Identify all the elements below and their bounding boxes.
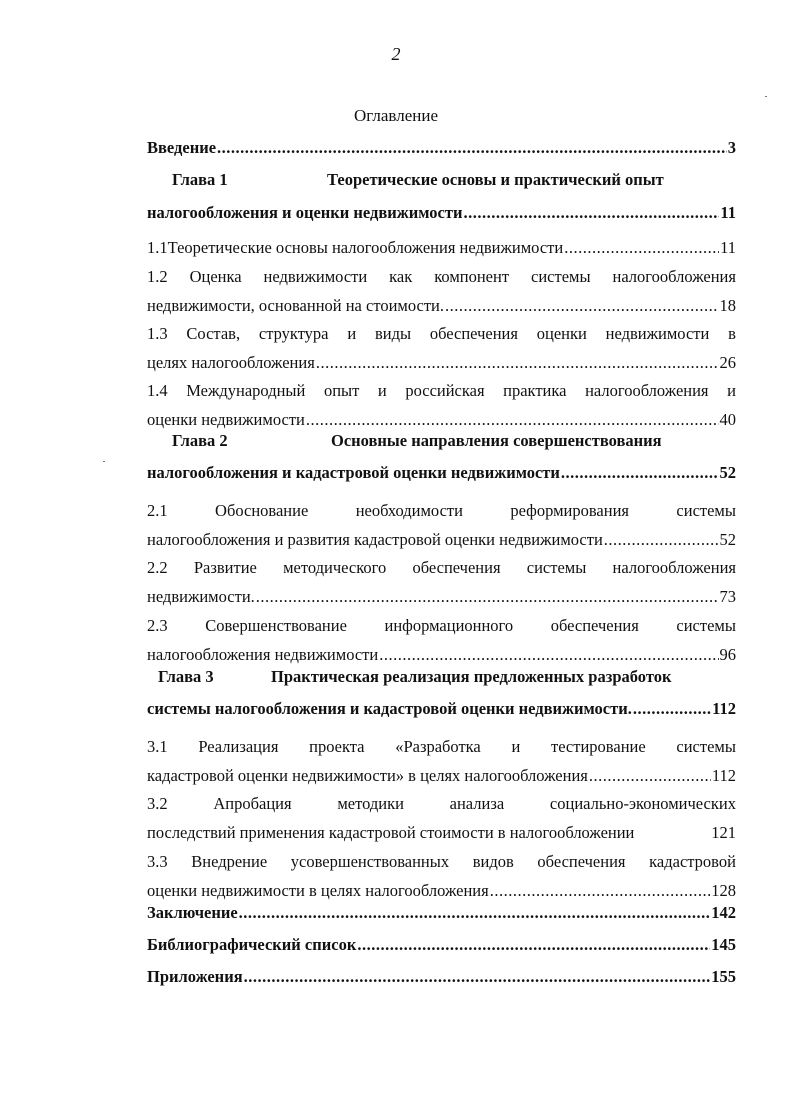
entry-text: кадастровой оценки недвижимости» в целях налогообложения: [147, 766, 588, 785]
word: структура: [258, 324, 329, 343]
entry-page: 18: [719, 296, 736, 315]
scan-speck: [765, 96, 767, 97]
toc-entry-1-3-cont[interactable]: [147, 352, 736, 374]
entry-text: налогообложения недвижимости: [147, 645, 379, 664]
dot-leader: [490, 880, 711, 902]
toc-entry-bibliography[interactable]: [147, 934, 736, 956]
dot-leader: [561, 462, 719, 484]
word: налогообложения: [585, 381, 709, 400]
entry-text: оценки недвижимости в целях налогообложения: [147, 881, 489, 900]
dot-leader: [239, 902, 711, 924]
entry-page: 52: [719, 463, 736, 482]
word: Международный: [186, 381, 306, 400]
entry-text: Теоретические основы налогообложения недвижимости: [167, 238, 564, 257]
word: системы: [676, 737, 736, 756]
word: и: [377, 381, 387, 400]
word: Внедрение: [191, 852, 268, 871]
entry-text: Введение: [147, 138, 217, 157]
word: налогообложения: [612, 558, 736, 577]
section-number: 2.3: [147, 616, 168, 635]
toc-entry-3-2-cont[interactable]: [147, 822, 736, 844]
entry-page: 11: [720, 203, 736, 222]
toc-entry-chapter3[interactable]: [147, 698, 736, 720]
word: реформирования: [510, 501, 630, 520]
toc-entry-3-3[interactable]: [147, 851, 736, 873]
word: опыт: [323, 381, 360, 400]
entry-text: налогообложения и развития кадастровой оценки недвижимости: [147, 530, 603, 549]
word: обеспечения: [550, 616, 639, 635]
word: тестирование: [550, 737, 646, 756]
entry-page: 40: [719, 410, 736, 429]
entry-page: 96: [719, 645, 736, 664]
entry-text: налогообложения и кадастровой оценки недвижимости: [147, 463, 560, 482]
entry-text: недвижимости, основанной на стоимости.: [147, 296, 444, 315]
word: Реализация: [198, 737, 279, 756]
dot-leader: [306, 409, 719, 431]
word: недвижимости: [263, 267, 368, 286]
word: в: [728, 324, 736, 343]
entry-page: 112: [712, 699, 736, 718]
toc-entry-1-4-cont[interactable]: [147, 409, 736, 431]
word: системы: [676, 616, 736, 635]
entry-page: 128: [711, 881, 736, 900]
section-number: 2.2: [147, 558, 168, 577]
toc-entry-1-1[interactable]: [147, 237, 736, 259]
word: Состав,: [186, 324, 241, 343]
page-number: 2: [391, 44, 401, 64]
toc-entry-3-2[interactable]: [147, 793, 736, 815]
word: информационного: [384, 616, 514, 635]
section-number: 1.3: [147, 324, 168, 343]
section-number: 1.2: [147, 267, 168, 286]
word: «Разработка: [395, 737, 481, 756]
toc-entry-3-1[interactable]: [147, 736, 736, 758]
entry-page: 73: [719, 587, 736, 606]
toc-entry-1-2-cont[interactable]: [147, 295, 736, 317]
toc-entry-conclusion[interactable]: [147, 902, 736, 924]
word: анализа: [449, 794, 505, 813]
section-number: 2.1: [147, 501, 168, 520]
word: российская: [405, 381, 485, 400]
word: и: [727, 381, 736, 400]
word: обеспечения: [537, 852, 626, 871]
dot-leader: [256, 586, 719, 608]
word: и: [511, 737, 521, 756]
toc-title: Оглавление: [354, 106, 438, 125]
word: кадастровой: [649, 852, 736, 871]
chapter1-label: Глава 1: [172, 170, 228, 189]
word: усовершенствованных: [290, 852, 450, 871]
word: методики: [337, 794, 404, 813]
toc-entry-chapter2[interactable]: [147, 462, 736, 484]
word: обеспечения: [429, 324, 518, 343]
chapter1-title: Теоретические основы и практический опыт: [327, 170, 664, 189]
section-number: 3.3: [147, 852, 168, 871]
toc-entry-appendix[interactable]: [147, 966, 736, 988]
word: видов: [472, 852, 514, 871]
toc-entry-3-3-cont[interactable]: [147, 880, 736, 902]
entry-text: налогообложения и оценки недвижимости: [147, 203, 463, 222]
toc-entry-2-2-cont[interactable]: [147, 586, 736, 608]
section-number: 3.1: [147, 737, 168, 756]
entry-text: Приложения: [147, 967, 243, 986]
section-number: 3.2: [147, 794, 168, 813]
dot-leader: [633, 698, 711, 720]
word: проекта: [309, 737, 365, 756]
word: Развитие: [193, 558, 257, 577]
entry-text: недвижимости.: [147, 587, 255, 606]
dot-leader: [564, 237, 719, 259]
word: Совершенствование: [205, 616, 347, 635]
entry-page: 52: [719, 530, 736, 549]
entry-text: Библиографический список: [147, 935, 357, 954]
toc-entry-3-1-cont[interactable]: [147, 765, 736, 787]
dot-leader: [244, 966, 711, 988]
entry-text: целях налогообложения: [147, 353, 315, 372]
word: оценки: [536, 324, 587, 343]
word: практика: [503, 381, 567, 400]
dot-leader: [316, 352, 719, 374]
toc-entry-2-3-cont[interactable]: [147, 644, 736, 666]
dot-leader: [604, 529, 719, 551]
entry-page: 142: [711, 903, 736, 922]
entry-text: Заключение: [147, 903, 238, 922]
word: обеспечения: [412, 558, 501, 577]
entry-page: 26: [719, 353, 736, 372]
toc-entry-chapter1[interactable]: [147, 202, 736, 224]
dot-leader: [217, 137, 727, 159]
entry-text: системы налогообложения и кадастровой оценки недвижимости.: [147, 699, 632, 718]
scan-speck: [103, 461, 105, 462]
word: системы: [676, 501, 736, 520]
word: компонент: [434, 267, 510, 286]
entry-text: оценки недвижимости: [147, 410, 305, 429]
toc-entry-2-1[interactable]: [147, 500, 736, 522]
word: необходимости: [355, 501, 463, 520]
section-number: 1.4: [147, 381, 168, 400]
toc-entry-1-4[interactable]: [147, 380, 736, 402]
word: недвижимости: [605, 324, 710, 343]
word: Обоснование: [215, 501, 309, 520]
word: как: [389, 267, 413, 286]
word: налогообложения: [612, 267, 736, 286]
entry-page: 3: [727, 138, 736, 157]
chapter2-title: Основные направления совершенствования: [331, 431, 662, 450]
entry-page: 121: [711, 823, 736, 842]
entry-text: последствий применения кадастровой стоимости в налогообложении: [147, 823, 635, 842]
toc-entry-intro[interactable]: [147, 137, 736, 159]
word: методического: [283, 558, 387, 577]
dot-leader: [463, 202, 719, 224]
toc-entry-2-2[interactable]: [147, 557, 736, 579]
entry-page: 11: [720, 238, 736, 257]
dot-leader: [589, 765, 711, 787]
word: Оценка: [189, 267, 242, 286]
section-number: 1.1: [147, 238, 168, 257]
word: Апробация: [213, 794, 292, 813]
chapter2-label: Глава 2: [172, 431, 228, 450]
toc-entry-1-3[interactable]: [147, 323, 736, 345]
toc-entry-1-2[interactable]: [147, 266, 736, 288]
entry-page: 155: [711, 967, 736, 986]
toc-entry-2-1-cont[interactable]: [147, 529, 736, 551]
toc-entry-2-3[interactable]: [147, 615, 736, 637]
dot-leader: [445, 295, 719, 317]
entry-page: 112: [711, 766, 736, 785]
word: виды: [374, 324, 412, 343]
chapter3-label: Глава 3: [158, 667, 214, 686]
dot-leader: [379, 644, 718, 666]
dot-leader: [357, 934, 710, 956]
word: системы: [531, 267, 591, 286]
word: и: [347, 324, 357, 343]
word: системы: [526, 558, 587, 577]
word: социально-экономических: [549, 794, 736, 813]
entry-page: 145: [711, 935, 736, 954]
chapter3-title: Практическая реализация предложенных разработок: [271, 667, 672, 686]
